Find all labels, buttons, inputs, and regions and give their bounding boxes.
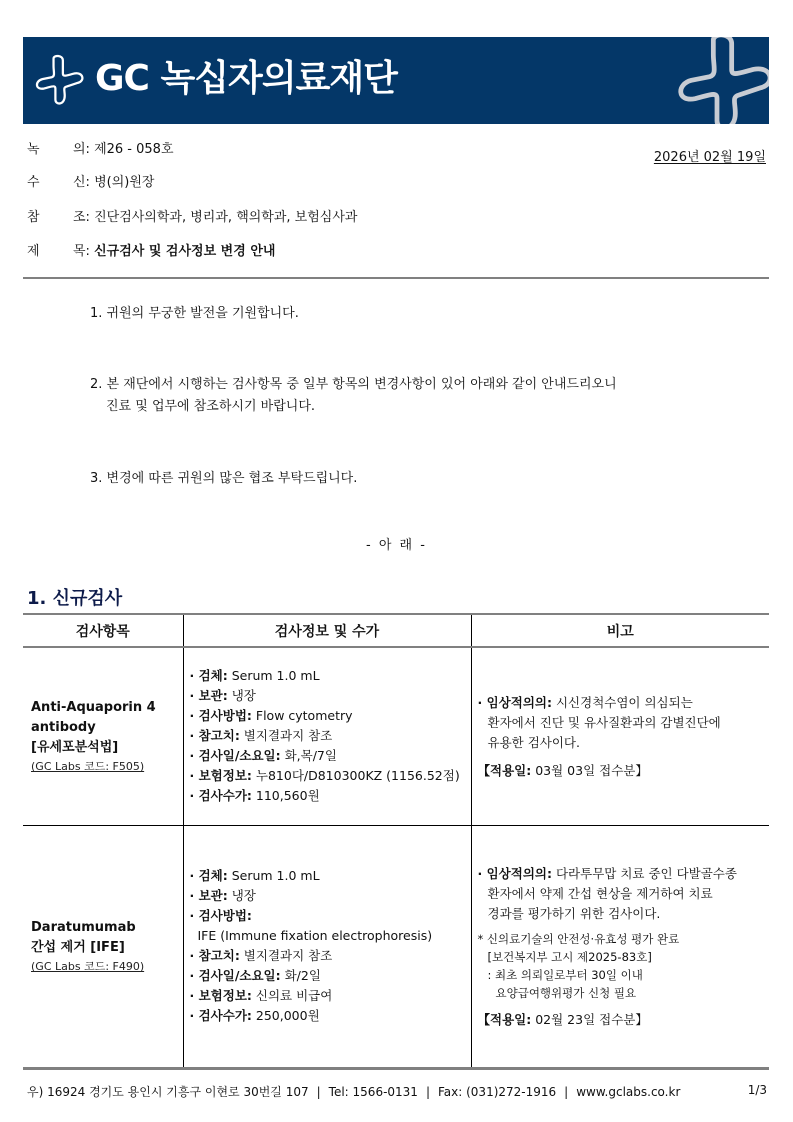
- new-tests-table: [23, 613, 769, 1070]
- info-insurance: [190, 986, 465, 1006]
- info-storage: [190, 886, 465, 906]
- info-value: 냉장: [227, 888, 256, 903]
- info-schedule: [190, 746, 465, 766]
- test-name-line: 간섭 제거 [IFE]: [31, 940, 125, 955]
- test-name-line: antibody: [31, 720, 96, 736]
- info-label: · 보관:: [189, 688, 228, 704]
- footer-address: 우) 16924 경기도 용인시 기흥구 이현로 30번길 107: [27, 1085, 309, 1099]
- info-value: 250,000원: [251, 1008, 320, 1023]
- doc-number-value: [73, 142, 174, 157]
- approval-note-line: [보건복지부 고시 제2025-83호]: [487, 950, 652, 964]
- info-specimen: [190, 666, 465, 686]
- info-label: · 검체:: [189, 868, 228, 883]
- info-label: · 검체:: [189, 668, 228, 684]
- clinical-significance: [478, 693, 764, 753]
- reference-label: 참: [27, 210, 40, 225]
- reference-colon: 조:: [73, 210, 95, 225]
- info-fee: [190, 786, 465, 806]
- info-value: Serum 1.0 mL: [227, 868, 320, 883]
- test-code: (GC Labs 코드: F490): [31, 960, 145, 973]
- info-schedule: [190, 966, 465, 986]
- column-header-test-info: 검사정보 및 수가: [183, 614, 471, 647]
- paragraph-1: 1. 귀원의 무궁한 발전을 기원합니다.: [90, 306, 299, 321]
- info-reference-value: [190, 726, 465, 746]
- info-method: [190, 906, 465, 926]
- info-label: · 검사일/소요일:: [189, 748, 281, 764]
- issue-date: 2026년 02월 19일: [653, 150, 766, 165]
- info-label: · 검사방법:: [189, 908, 252, 923]
- note-line: 환자에서 약제 간섭 현상을 제거하여 치료: [487, 886, 713, 901]
- footer-website-link[interactable]: www.gclabs.co.kr: [576, 1085, 681, 1099]
- recipient-label: 수: [27, 175, 40, 190]
- page-number: 1/3: [747, 1083, 767, 1097]
- test-item-cell: [23, 825, 183, 1068]
- column-header-remarks: 비고: [471, 614, 769, 647]
- doc-number-row: [27, 141, 174, 159]
- test-name-line: Daratumumab: [31, 920, 136, 935]
- paragraph-2-line-2: 진료 및 업무에 참조하시기 바랍니다.: [106, 399, 316, 414]
- test-info-list: [190, 866, 465, 1026]
- table-row: [23, 825, 769, 1068]
- doc-number-colon: 의:: [73, 142, 95, 157]
- info-fee: [190, 1006, 465, 1026]
- info-value: IFE (Immune fixation electrophoresis): [197, 928, 433, 943]
- subject-row: [27, 243, 275, 261]
- effective-date: [478, 761, 764, 779]
- effective-date-value: 03월 03일 접수분】: [531, 763, 648, 779]
- paragraph-2: [90, 374, 617, 418]
- info-storage: [190, 686, 465, 706]
- cross-decoration-icon: [673, 37, 769, 124]
- reference-text: 진단검사의학과, 병리과, 핵의학과, 보험심사과: [94, 210, 358, 225]
- reference-value: [73, 210, 357, 225]
- test-item-cell: [23, 647, 183, 825]
- approval-note: [478, 930, 764, 1002]
- footer-separator: |: [316, 1085, 321, 1099]
- note-line: 다라투무맙 치료 중인 다발골수종: [555, 866, 737, 881]
- info-value: 누810다/D810300KZ (1156.52점): [251, 768, 460, 784]
- info-label: · 검사일/소요일:: [189, 968, 281, 983]
- info-value: 110,560원: [251, 788, 320, 804]
- section-title-new-tests: 1. 신규검사: [27, 588, 123, 609]
- table-row: [23, 647, 769, 825]
- reference-row: [27, 209, 357, 227]
- paragraph-2-line-1: 2. 본 재단에서 시행하는 검사항목 중 일부 항목의 변경사항이 있어 아래와 같이 안내드리오니: [90, 377, 617, 392]
- page-footer: [27, 1083, 767, 1100]
- test-name-line: [유세포분석법]: [31, 740, 119, 756]
- clinical-significance: [478, 864, 764, 924]
- doc-number-label: 녹: [27, 142, 40, 157]
- note-line: 시신경척수염이 의심되는: [555, 695, 693, 711]
- test-info-cell: [183, 825, 471, 1068]
- test-code: (GC Labs 코드: F505): [31, 760, 145, 774]
- header-divider: [23, 277, 769, 279]
- doc-number-text: 제26 - 058호: [94, 142, 174, 157]
- paragraph-3: 3. 변경에 따른 귀원의 많은 협조 부탁드립니다.: [90, 471, 358, 486]
- remarks-cell: [471, 647, 769, 825]
- info-label: · 검사방법:: [189, 708, 252, 724]
- info-value: Flow cytometry: [251, 708, 353, 724]
- effective-date-label: 【적용일:: [477, 1012, 532, 1027]
- test-name-line: Anti-Aquaporin 4: [31, 700, 156, 716]
- info-label: · 검사수가:: [189, 1008, 252, 1023]
- brand-title: GC 녹십자의료재단: [95, 58, 397, 99]
- subject-label: 제: [27, 244, 40, 259]
- note-line: 경과를 평가하기 위한 검사이다.: [487, 906, 661, 921]
- subject-value: [73, 244, 275, 259]
- info-method: [190, 706, 465, 726]
- note-label: · 임상적의의:: [477, 695, 552, 711]
- recipient-value: [73, 175, 154, 190]
- table-header-row: [23, 614, 769, 647]
- remarks-cell: [471, 825, 769, 1068]
- approval-note-line: 요양급여행위평가 신청 필요: [495, 986, 637, 1000]
- info-label: · 보관:: [189, 888, 228, 903]
- approval-note-line: * 신의료기술의 안전성·유효성 평가 완료: [477, 932, 680, 946]
- recipient-colon: 신:: [73, 175, 95, 190]
- footer-fax: Fax: (031)272-1916: [438, 1085, 557, 1099]
- column-header-test-item: 검사항목: [23, 614, 183, 647]
- footer-separator: |: [564, 1085, 569, 1099]
- info-value: 별지결과지 참조: [239, 948, 333, 963]
- info-method-detail: [190, 926, 465, 946]
- info-label: · 보험정보:: [189, 988, 252, 1003]
- approval-note-line: : 최초 의뢰일로부터 30일 이내: [487, 968, 643, 982]
- info-specimen: [190, 866, 465, 886]
- subject-colon: 목:: [73, 244, 95, 259]
- info-label: · 참고치:: [189, 728, 240, 744]
- below-marker: - 아 래 -: [366, 538, 427, 553]
- info-label: · 검사수가:: [189, 788, 252, 804]
- info-value: 화,목/7일: [280, 748, 337, 764]
- info-label: · 보험정보:: [189, 768, 252, 784]
- footer-contact: [27, 1083, 680, 1100]
- effective-date-label: 【적용일:: [477, 763, 532, 779]
- info-label: · 참고치:: [189, 948, 240, 963]
- note-label: · 임상적의의:: [477, 866, 552, 881]
- test-info-cell: [183, 647, 471, 825]
- footer-separator: |: [425, 1085, 430, 1099]
- info-value: 별지결과지 참조: [239, 728, 333, 744]
- header-banner: [23, 37, 769, 124]
- recipient-row: [27, 174, 154, 192]
- note-line: 환자에서 진단 및 유사질환과의 감별진단에: [487, 715, 721, 731]
- info-value: 신의료 비급여: [251, 988, 333, 1003]
- subject-text: 신규검사 및 검사정보 변경 안내: [94, 244, 276, 259]
- effective-date: [478, 1010, 764, 1028]
- info-reference-value: [190, 946, 465, 966]
- info-insurance: [190, 766, 465, 786]
- info-value: 냉장: [227, 688, 256, 704]
- recipient-text: 병(의)원장: [94, 175, 155, 190]
- footer-tel: Tel: 1566-0131: [328, 1085, 418, 1099]
- info-value: Serum 1.0 mL: [227, 668, 320, 684]
- test-info-list: [190, 666, 465, 806]
- note-line: 유용한 검사이다.: [487, 735, 580, 751]
- effective-date-value: 02월 23일 접수분】: [531, 1012, 648, 1027]
- cross-logo-icon: [33, 53, 89, 109]
- info-value: 화/2일: [280, 968, 321, 983]
